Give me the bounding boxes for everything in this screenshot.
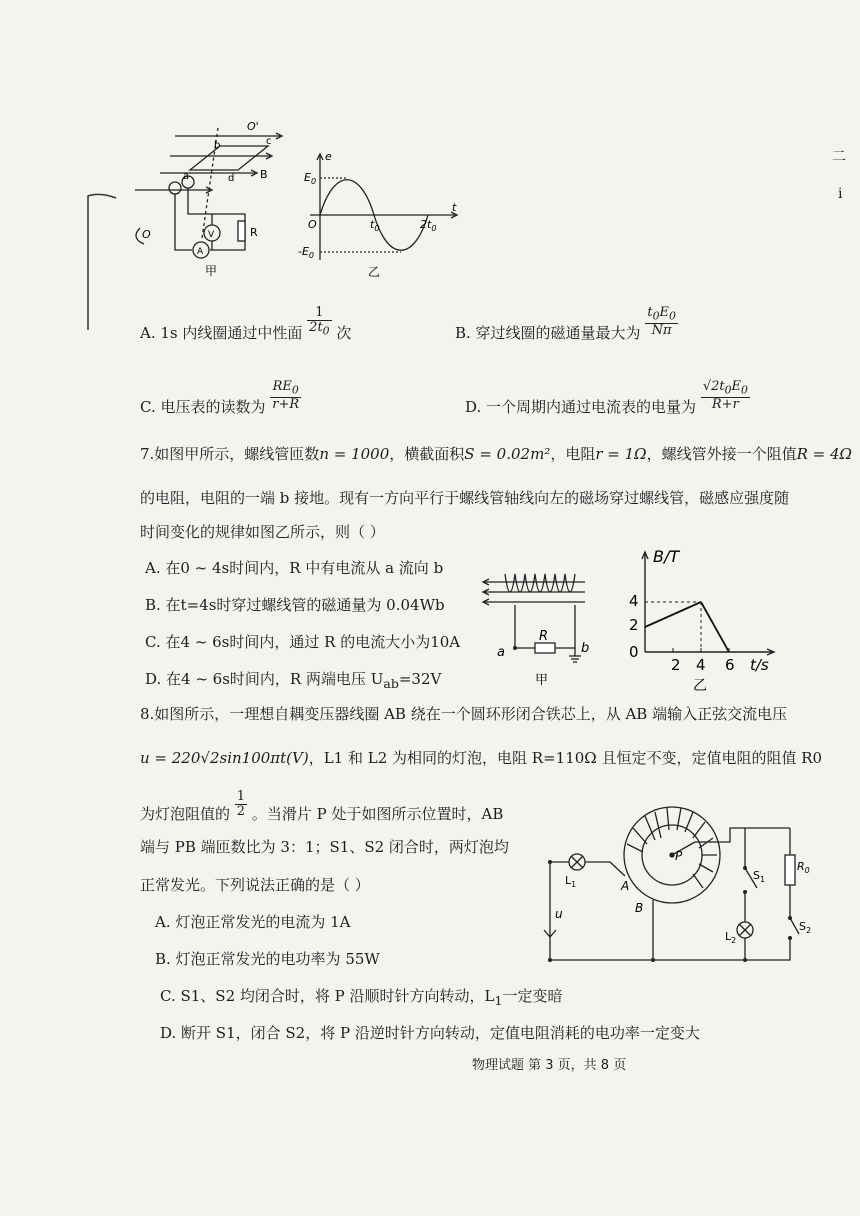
q8-stem-line4: 端与 PB 端匝数比为 3：1；S1、S2 闭合时，两灯泡均 bbox=[140, 838, 509, 856]
q8-circuit-figure bbox=[535, 800, 825, 985]
q7-node-b: b bbox=[581, 641, 590, 656]
frac-den: R+r bbox=[711, 396, 739, 412]
q8-option-c bbox=[160, 985, 562, 1008]
label-O: O bbox=[142, 228, 151, 241]
q8-stem-line3 bbox=[140, 789, 504, 830]
label-O-prime: O' bbox=[247, 120, 259, 133]
frac-den: 2 bbox=[236, 804, 246, 820]
margin-bracket bbox=[70, 180, 120, 340]
q8-option-c-end: 一定变暗 bbox=[502, 987, 563, 1005]
q7-stem-line2: 的电阻，电阻的一端 b 接地。现有一方向平行于螺线管轴线向左的磁场穿过螺线管，磁感应强度随 bbox=[140, 489, 790, 507]
chart-ylabel: B/T bbox=[653, 547, 680, 566]
chart-series-segment bbox=[645, 602, 701, 627]
q6-option-d-text: D. 一个周期内通过电流表的电量为 bbox=[465, 397, 697, 416]
voltmeter-V: V bbox=[208, 230, 215, 240]
frac-num: t bbox=[647, 305, 653, 320]
q6-option-d bbox=[465, 379, 750, 424]
frac-den: Nπ bbox=[651, 322, 672, 338]
q7-node-a: a bbox=[497, 645, 505, 660]
q8-text: 。当滑片 P 处于如图所示位置时，AB bbox=[251, 804, 504, 823]
q7-r: r = 1Ω bbox=[595, 445, 647, 463]
frac-num2-sub: 0 bbox=[740, 383, 748, 397]
q8-option-a: A. 灯泡正常发光的电流为 1A bbox=[155, 913, 351, 931]
chart-xlabel: t/s bbox=[750, 656, 769, 674]
chart-ytick-2: 2 bbox=[629, 616, 639, 634]
chart-xtick-4: 4 bbox=[696, 656, 706, 674]
frac-num: 1 bbox=[236, 789, 246, 804]
frac-num2: E bbox=[659, 305, 669, 320]
q6-figure-jia bbox=[130, 118, 290, 278]
label-d: d bbox=[228, 173, 235, 184]
q7-option-d-text: D. 在4 ~ 6s时间内，R 两端电压 U bbox=[145, 670, 384, 688]
q8-stem-line1: 8.如图所示，一理想自耦变压器线圈 AB 绕在一个圆环形闭合铁芯上，从 AB 端输入正弦交流电压 bbox=[140, 705, 788, 723]
q7-option-c: C. 在4 ~ 6s时间内，通过 R 的电流大小为10A bbox=[145, 633, 461, 651]
frac-num-sub: 0 bbox=[724, 383, 732, 397]
q7-n: n = 1000 bbox=[319, 445, 390, 463]
edge-mark: 二 bbox=[832, 149, 846, 165]
q6-option-a bbox=[140, 305, 352, 350]
frac-num: √2t bbox=[702, 379, 725, 394]
edge-mark: i bbox=[838, 186, 843, 202]
q7-option-d-end: =32V bbox=[398, 670, 442, 688]
q6-option-a-text: A. 1s 内线圈通过中性面 bbox=[140, 323, 303, 342]
q8-label-u: u bbox=[555, 907, 563, 921]
q6-option-a-post: 次 bbox=[336, 323, 352, 342]
q7-stem-line3: 时间变化的规律如图乙所示，则（ ） bbox=[140, 523, 385, 541]
q7-option-a: A. 在0 ~ 4s时间内，R 中有电流从 a 流向 b bbox=[145, 559, 444, 577]
q8-stem-line5: 正常发光。下列说法正确的是（ ） bbox=[140, 876, 370, 894]
q6-option-c bbox=[140, 379, 301, 424]
frac-num-sub: 0 bbox=[652, 309, 660, 323]
frac-den: 2t bbox=[309, 320, 323, 336]
label-b: b bbox=[214, 140, 221, 151]
frac-num2: E bbox=[731, 379, 741, 394]
label-c: c bbox=[266, 136, 272, 147]
q8-label-L2: $L_2$ bbox=[725, 930, 737, 945]
frac-den-sub: 0 bbox=[322, 324, 330, 338]
q8-option-d: D. 断开 S1，闭合 S2，将 P 沿逆时针方向转动，定值电阻消耗的电功率一定变大 bbox=[160, 1024, 700, 1042]
label-R: R bbox=[250, 226, 258, 239]
q7-R: R = 4Ω bbox=[796, 445, 852, 463]
label-B: B bbox=[260, 168, 268, 181]
q6-option-c-fraction bbox=[270, 380, 301, 412]
axis-t: t bbox=[452, 201, 457, 214]
q7-option-b: B. 在t=4s时穿过螺线管的磁通量为 0.04Wb bbox=[145, 596, 445, 614]
axis-e: e bbox=[325, 150, 332, 163]
q8-stem-line2 bbox=[140, 747, 822, 768]
q8-label-S2: $S_2$ bbox=[799, 920, 812, 935]
chart-xtick-6: 6 bbox=[725, 656, 735, 674]
q7-resistor-label: R bbox=[539, 629, 549, 644]
q6-option-b-text: B. 穿过线圈的磁通量最大为 bbox=[455, 323, 641, 342]
q8-text: 为灯泡阻值的 bbox=[140, 804, 231, 823]
chart-ytick-0: 0 bbox=[629, 643, 639, 661]
frac-den: r+R bbox=[272, 396, 300, 412]
tick-t0: $t_0$ bbox=[370, 218, 380, 233]
q8-option-c-text: C. S1、S2 均闭合时，将 P 沿顺时针方向转动，L bbox=[160, 987, 495, 1005]
q6-fig-yi-label: 乙 bbox=[368, 265, 381, 279]
chart-xtick-2: 2 bbox=[671, 656, 681, 674]
q6-graph-yi bbox=[300, 148, 465, 283]
q7-stem-line1 bbox=[140, 443, 852, 464]
q7-S: S = 0.02m² bbox=[464, 445, 551, 463]
q8-label-P: P bbox=[675, 849, 683, 863]
chart-ytick-4: 4 bbox=[629, 592, 639, 610]
q8-label-A: A bbox=[621, 879, 630, 893]
frac-num: RE bbox=[272, 379, 292, 394]
ammeter-A: A bbox=[197, 247, 204, 257]
q7-option-d bbox=[145, 668, 441, 691]
q7-text: ，横截面积 bbox=[389, 445, 465, 463]
chart-series-segment bbox=[701, 602, 729, 652]
q7-text: ，电阻 bbox=[550, 445, 596, 463]
q7-figure-jia bbox=[475, 560, 600, 690]
tick-negE0: $-E_0$ bbox=[298, 245, 315, 260]
q7-option-d-sub: ab bbox=[383, 676, 399, 691]
q8-label-B: B bbox=[635, 901, 644, 915]
q6-option-b-fraction bbox=[645, 306, 678, 338]
q6-option-a-fraction bbox=[307, 306, 331, 338]
frac-num-sub: 0 bbox=[291, 383, 299, 397]
frac-num: 1 bbox=[307, 306, 331, 321]
q6-fig-jia-label: 甲 bbox=[205, 264, 218, 278]
origin-O: O bbox=[308, 218, 317, 231]
q8-text: ，L1 和 L2 为相同的灯泡，电阻 R=110Ω 且恒定不变，定值电阻的阻值 R0 bbox=[308, 749, 823, 767]
tick-E0: $E_0$ bbox=[304, 171, 317, 186]
q8-option-b: B. 灯泡正常发光的电功率为 55W bbox=[155, 950, 380, 968]
frac-num2-sub: 0 bbox=[668, 309, 676, 323]
q8-label-S1: $S_1$ bbox=[753, 869, 766, 884]
q7-fig-jia-label: 甲 bbox=[535, 673, 549, 688]
q8-label-R0: $R_0$ bbox=[797, 860, 810, 875]
label-a: a bbox=[183, 171, 190, 182]
q8-voltage-expr: u = 220√2sin100πt(V) bbox=[140, 749, 309, 767]
tick-2t0: $2t_0$ bbox=[420, 218, 437, 233]
q7-text: ，螺线管外接一个阻值 bbox=[646, 445, 797, 463]
page-footer: 物理试题 第 3 页，共 8 页 bbox=[472, 1058, 627, 1073]
q7-fig-yi-label: 乙 bbox=[693, 678, 707, 694]
q7-text: 7.如图甲所示，螺线管匝数 bbox=[140, 445, 320, 463]
q6-option-b bbox=[455, 305, 678, 350]
q8-label-L1: $L_1$ bbox=[565, 874, 577, 889]
q6-option-d-fraction bbox=[701, 380, 750, 412]
q8-option-c-sub: 1 bbox=[494, 993, 503, 1008]
q7-chart-bt bbox=[615, 540, 785, 694]
q8-half-fraction bbox=[235, 790, 247, 820]
q6-option-c-text: C. 电压表的读数为 bbox=[140, 397, 266, 416]
